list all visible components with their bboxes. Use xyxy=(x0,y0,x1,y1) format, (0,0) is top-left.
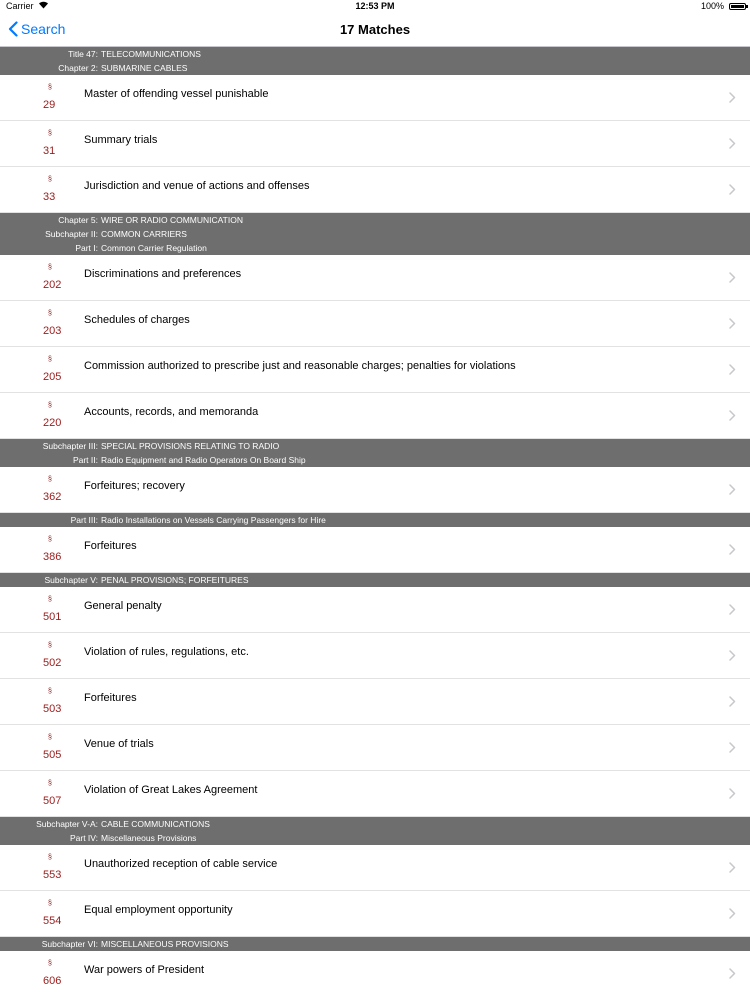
chevron-right-icon xyxy=(729,650,736,661)
section-title: Unauthorized reception of cable service xyxy=(84,858,278,870)
section-title: War powers of President xyxy=(84,964,205,976)
section-header-line xyxy=(0,937,750,951)
header-label: Subchapter V: xyxy=(44,575,98,585)
chevron-right-icon xyxy=(729,908,736,919)
chevron-right-icon xyxy=(729,788,736,799)
section-title: Equal employment opportunity xyxy=(84,904,233,916)
section-symbol: § xyxy=(48,310,52,317)
header-value: SPECIAL PROVISIONS RELATING TO RADIO xyxy=(101,441,280,451)
list-item[interactable] xyxy=(0,633,750,679)
chevron-right-icon xyxy=(729,410,736,421)
status-time: 12:53 PM xyxy=(355,1,395,11)
list-item[interactable] xyxy=(0,347,750,393)
chevron-right-icon xyxy=(729,604,736,615)
section-header-line xyxy=(0,61,750,75)
section-header xyxy=(0,213,750,255)
chevron-right-icon xyxy=(729,742,736,753)
list-item[interactable] xyxy=(0,255,750,301)
header-label: Subchapter V-A: xyxy=(36,819,98,829)
section-header xyxy=(0,817,750,845)
section-header xyxy=(0,439,750,467)
section-number: 554 xyxy=(43,915,62,927)
section-symbol: § xyxy=(48,688,52,695)
back-button-label: Search xyxy=(21,21,66,37)
section-symbol: § xyxy=(48,536,52,543)
section-title: Forfeitures xyxy=(84,540,137,552)
section-number: 220 xyxy=(43,417,62,429)
navigation-bar xyxy=(0,14,750,47)
header-label: Subchapter II: xyxy=(45,229,98,239)
section-symbol: § xyxy=(48,130,52,137)
header-label: Subchapter III: xyxy=(42,441,98,451)
section-number: 33 xyxy=(43,191,56,203)
status-bar xyxy=(0,0,750,14)
chevron-right-icon xyxy=(729,862,736,873)
chevron-right-icon xyxy=(729,968,736,979)
list-item[interactable] xyxy=(0,527,750,573)
header-label: Subchapter VI: xyxy=(41,939,98,949)
header-label: Chapter 2: xyxy=(58,63,98,73)
section-header xyxy=(0,513,750,527)
list-item[interactable] xyxy=(0,393,750,439)
section-title: Schedules of charges xyxy=(84,314,190,326)
section-number: 203 xyxy=(43,325,62,337)
chevron-right-icon xyxy=(729,92,736,103)
section-number: 205 xyxy=(43,371,62,383)
header-value: MISCELLANEOUS PROVISIONS xyxy=(101,939,229,949)
section-symbol: § xyxy=(48,176,52,183)
list-item[interactable] xyxy=(0,167,750,213)
carrier-label: Carrier xyxy=(6,1,34,11)
section-header-line xyxy=(0,513,750,527)
section-symbol: § xyxy=(48,854,52,861)
section-title: Violation of Great Lakes Agreement xyxy=(84,784,258,796)
chevron-right-icon xyxy=(729,544,736,555)
section-title: Jurisdiction and venue of actions and offenses xyxy=(84,180,310,192)
section-header-line xyxy=(0,817,750,831)
section-header xyxy=(0,937,750,951)
list-item[interactable] xyxy=(0,725,750,771)
header-value: Radio Equipment and Radio Operators On Board Ship xyxy=(101,455,306,465)
header-value: COMMON CARRIERS xyxy=(101,229,187,239)
section-number: 386 xyxy=(43,551,62,563)
list-item[interactable] xyxy=(0,587,750,633)
list-item[interactable] xyxy=(0,951,750,996)
chevron-right-icon xyxy=(729,272,736,283)
section-title: Violation of rules, regulations, etc. xyxy=(84,646,249,658)
section-header-line xyxy=(0,227,750,241)
chevron-right-icon xyxy=(729,318,736,329)
section-header xyxy=(0,47,750,75)
section-title: Forfeitures; recovery xyxy=(84,480,185,492)
list-item[interactable] xyxy=(0,679,750,725)
section-symbol: § xyxy=(48,596,52,603)
chevron-right-icon xyxy=(729,138,736,149)
section-number: 503 xyxy=(43,703,62,715)
section-title: Accounts, records, and memoranda xyxy=(84,406,259,418)
section-header-line xyxy=(0,439,750,453)
section-symbol: § xyxy=(48,402,52,409)
list-item[interactable] xyxy=(0,75,750,121)
section-title: General penalty xyxy=(84,600,162,612)
header-label: Part IV: xyxy=(69,833,98,843)
header-value: Radio Installations on Vessels Carrying Passengers for Hire xyxy=(101,515,326,525)
section-symbol: § xyxy=(48,476,52,483)
section-number: 606 xyxy=(43,975,62,987)
section-number: 202 xyxy=(43,279,62,291)
header-value: Miscellaneous Provisions xyxy=(101,833,197,843)
list-item[interactable] xyxy=(0,771,750,817)
page-title: 17 Matches xyxy=(339,22,411,37)
section-header-line xyxy=(0,47,750,61)
section-symbol: § xyxy=(48,264,52,271)
section-header-line xyxy=(0,573,750,587)
section-title: Forfeitures xyxy=(84,692,137,704)
section-number: 553 xyxy=(43,869,62,881)
section-header-line xyxy=(0,241,750,255)
header-value: WIRE OR RADIO COMMUNICATION xyxy=(101,215,243,225)
section-title: Master of offending vessel punishable xyxy=(84,88,269,100)
section-symbol: § xyxy=(48,734,52,741)
section-header-line xyxy=(0,831,750,845)
chevron-right-icon xyxy=(729,484,736,495)
section-number: 507 xyxy=(43,795,62,807)
section-title: Venue of trials xyxy=(84,738,154,750)
list-item[interactable] xyxy=(0,467,750,513)
section-title: Commission authorized to prescribe just and reasonable charges; penalties for violations xyxy=(84,360,516,372)
header-value: CABLE COMMUNICATIONS xyxy=(101,819,210,829)
section-symbol: § xyxy=(48,642,52,649)
section-number: 29 xyxy=(43,99,56,111)
section-number: 362 xyxy=(43,491,62,503)
header-label: Title 47: xyxy=(68,49,98,59)
section-symbol: § xyxy=(48,960,52,967)
section-symbol: § xyxy=(48,900,52,907)
header-label: Part III: xyxy=(70,515,98,525)
section-number: 502 xyxy=(43,657,62,669)
battery-percent: 100% xyxy=(700,1,724,11)
battery-icon xyxy=(729,3,746,10)
header-label: Chapter 5: xyxy=(58,215,98,225)
section-header-line xyxy=(0,213,750,227)
section-symbol: § xyxy=(48,356,52,363)
chevron-right-icon xyxy=(729,364,736,375)
section-header-line xyxy=(0,453,750,467)
list-item[interactable] xyxy=(0,301,750,347)
header-value: Common Carrier Regulation xyxy=(101,243,207,253)
header-value: TELECOMMUNICATIONS xyxy=(101,49,201,59)
header-label: Part II: xyxy=(72,455,98,465)
header-label: Part I: xyxy=(75,243,98,253)
section-title: Discriminations and preferences xyxy=(84,268,242,280)
list-item[interactable] xyxy=(0,121,750,167)
section-symbol: § xyxy=(48,780,52,787)
section-symbol: § xyxy=(48,84,52,91)
section-title: Summary trials xyxy=(84,134,158,146)
section-number: 501 xyxy=(43,611,62,623)
header-value: PENAL PROVISIONS; FORFEITURES xyxy=(101,575,249,585)
chevron-right-icon xyxy=(729,696,736,707)
section-header xyxy=(0,573,750,587)
list-item[interactable] xyxy=(0,845,750,891)
results-list xyxy=(0,47,750,996)
list-item[interactable] xyxy=(0,891,750,937)
header-value: SUBMARINE CABLES xyxy=(101,63,188,73)
section-number: 505 xyxy=(43,749,62,761)
chevron-right-icon xyxy=(729,184,736,195)
section-number: 31 xyxy=(43,145,56,157)
